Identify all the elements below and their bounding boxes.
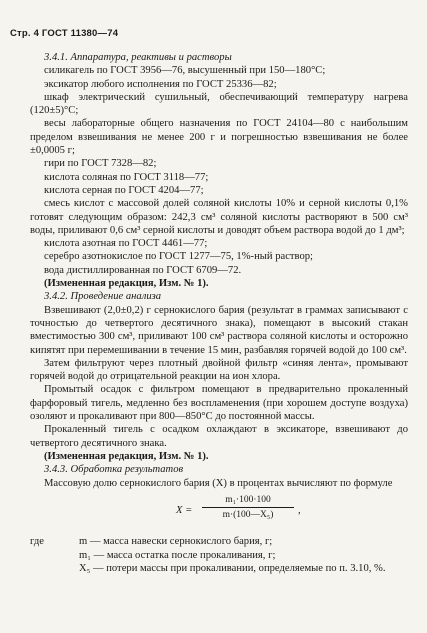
paragraph: Промытый осадок с фильтром помещают в предварительно прокаленный фарфоровый тигель, медленно без воспламенения (при хорошем доступе воздуха) озоляют и прокаливают при 800—850°С до постоянной массы.: [30, 384, 408, 423]
formula: [30, 493, 408, 531]
paragraph: кислота азотная по ГОСТ 4461—77;: [44, 238, 208, 250]
paragraph: шкаф электрический сушильный, обеспечивающий температуру нагрева (120±5)°С;: [30, 91, 408, 117]
paragraph: вода дистиллированная по ГОСТ 6709—72.: [44, 264, 242, 276]
paragraph: гири по ГОСТ 7328—82;: [44, 158, 157, 170]
section-heading-results: 3.4.3. Обработка результатов: [44, 464, 184, 476]
paragraph: Массовую долю сернокислого бария (X) в процентах вычисляют по формуле: [44, 477, 393, 489]
paragraph: смесь кислот с массовой долей соляной кислоты 10% и серной кислоты 0,1% готовят следующим образом: 242,3 см³ соляной кислоты растворяют в 500 см³ воды, приливают 0,6 см³ серной кислоты и доводят объем раствора водой до 1 дм³;: [30, 198, 408, 236]
fraction-bar: [202, 507, 294, 508]
paragraph: кислота серная по ГОСТ 4204—77;: [44, 184, 204, 196]
legend-m1: m₁ — масса остатка после прокаливания, г;: [79, 549, 276, 561]
document-body: [30, 51, 408, 575]
legend-line: [30, 535, 408, 549]
paragraph: Затем фильтруют через плотный двойной фильтр «синяя лента», промывают горячей водой до отрицательной реакции на ион хлора.: [30, 357, 408, 383]
paragraph: весы лабораторные общего назначения по ГОСТ 24104—80 с наибольшим пределом взвешивания не менее 200 г и погрешностью взвешивания не более ±0,0005 г;: [30, 118, 408, 157]
legend-prefix: где: [30, 535, 44, 547]
legend-m: m — масса навески сернокислого бария, г;: [79, 535, 273, 547]
amendment-note: (Измененная редакция, Изм. № 1).: [44, 278, 209, 290]
paragraph: Прокаленный тигель с осадком охлаждают в эксикаторе, взвешивают до четвертого десятичного знака.: [30, 424, 408, 449]
formula-numerator: m₁·100·100: [225, 494, 271, 505]
paragraph: силикагель по ГОСТ 3956—76, высушенный при 150—180°С;: [44, 65, 326, 77]
paragraph: Взвешивают (2,0±0,2) г сернокислого бария (результат в граммах записывают с точностью до четвертого десятичного знака), помещают в высокий стакан вместимостью 300 см³, приливают 100 см³ раствора соляной кислоты и осторожно кипятят при перемешивании в течение 15 мин, разбавляя горячей водой до 100 см³.: [30, 304, 408, 356]
formula-lhs: X =: [176, 504, 193, 516]
paragraph: серебро азотнокислое по ГОСТ 1277—75, 1%-ный раствор;: [44, 251, 313, 263]
legend-x5: X₅ — потери массы при прокаливании, определяемые по п. 3.10, %.: [79, 562, 386, 574]
legend-line: [30, 549, 408, 562]
amendment-note: (Измененная редакция, Изм. № 1).: [44, 450, 209, 462]
section-heading-procedure: 3.4.2. Проведение анализа: [44, 291, 162, 303]
section-heading-apparatus: 3.4.1. Аппаратура, реактивы и растворы: [44, 52, 232, 63]
paragraph: эксикатор любого исполнения по ГОСТ 25336—82;: [44, 78, 277, 90]
formula-denominator: m·(100—X₅): [222, 509, 274, 520]
paragraph: кислота соляная по ГОСТ 3118—77;: [44, 171, 209, 183]
formula-punctuation: ,: [298, 504, 301, 516]
page-header: Стр. 4 ГОСТ 11380—74: [10, 28, 119, 39]
formula-fraction: [202, 494, 294, 521]
